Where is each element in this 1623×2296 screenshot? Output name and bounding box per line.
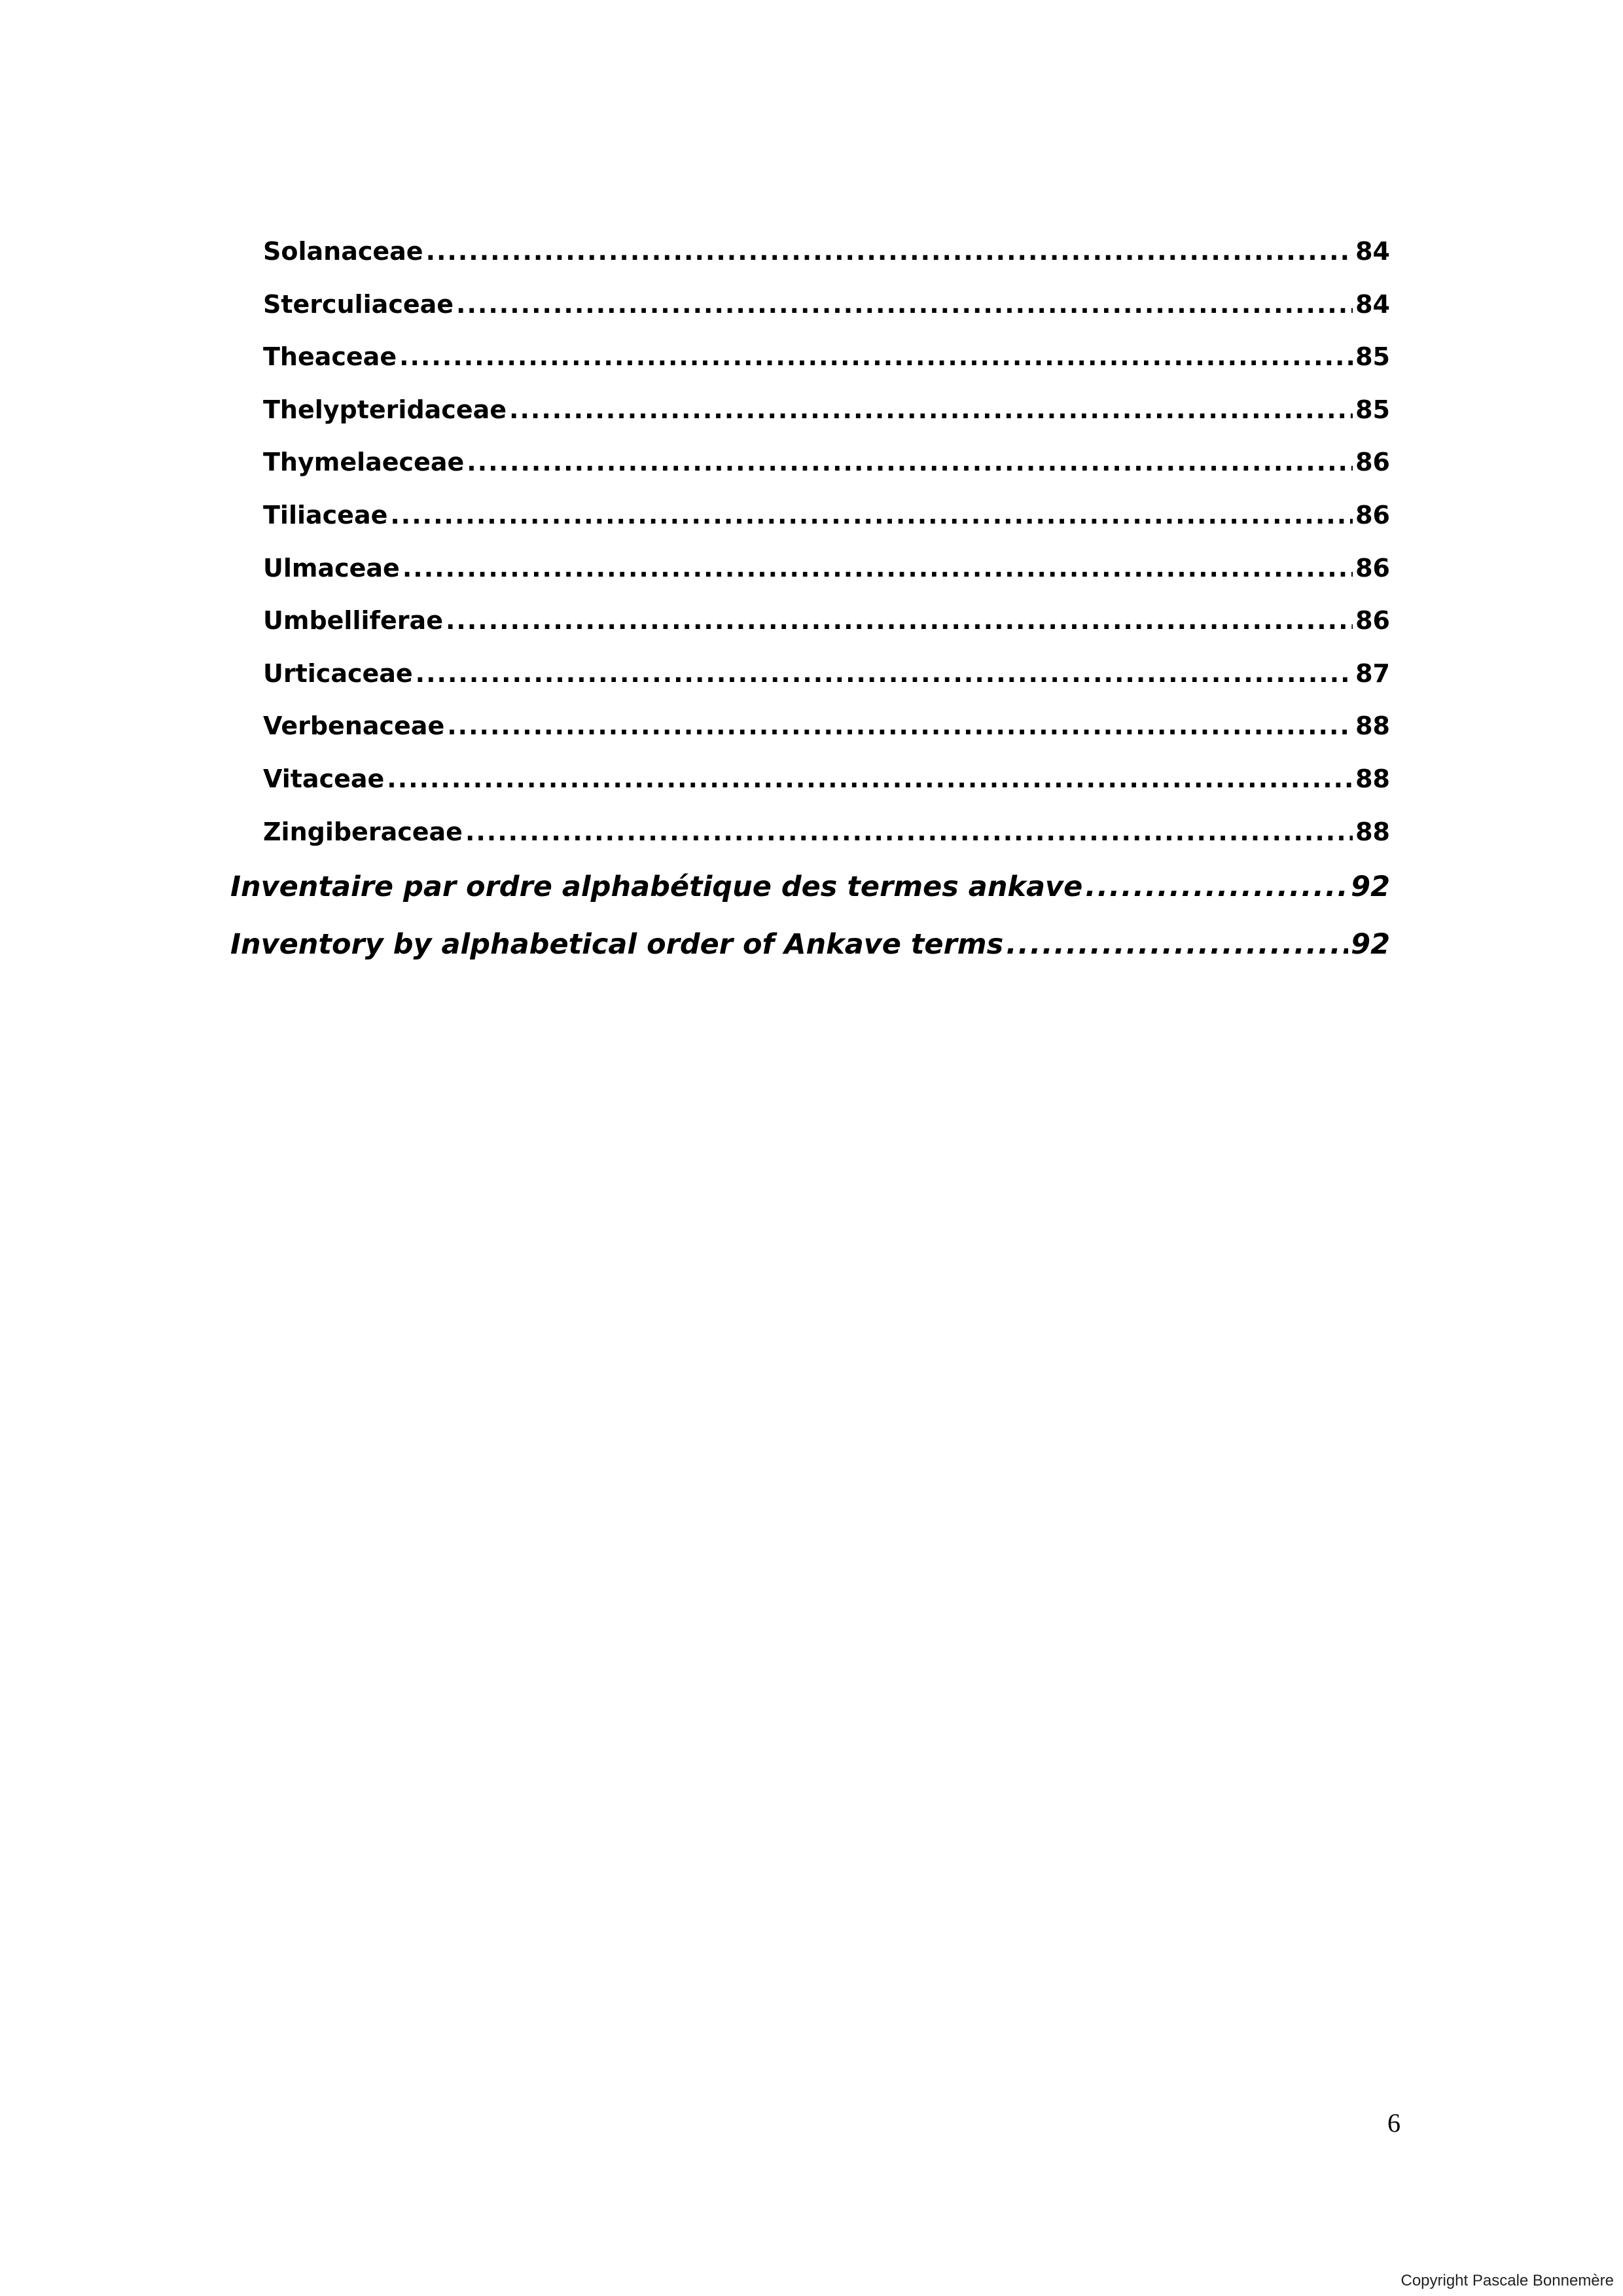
toc-entry-page: 86: [1355, 448, 1390, 477]
toc-entry-label: Thelypteridaceae: [263, 395, 507, 424]
toc-entry-page: 88: [1355, 711, 1390, 741]
toc-entry-label: Zingiberaceae: [263, 817, 463, 846]
toc-dot-leader: [447, 700, 1353, 753]
toc-dot-leader: [399, 331, 1353, 384]
toc-entry-label: Inventaire par ordre alphabétique des termes ankave: [230, 870, 1083, 904]
toc-entry-label: Inventory by alphabetical order of Ankave terms: [230, 928, 1004, 961]
copyright-notice: Copyright Pascale Bonnemère: [1400, 2272, 1614, 2289]
toc-entry-page: 87: [1355, 658, 1390, 688]
toc-entry-thymelaeceae[interactable]: [230, 436, 1390, 489]
toc-entry-solanaceae[interactable]: [230, 225, 1390, 278]
toc-entry-tiliaceae[interactable]: [230, 489, 1390, 542]
page-number: 6: [1387, 2108, 1400, 2138]
toc-dot-leader: [426, 225, 1353, 278]
toc-entry-label: Tiliaceae: [263, 500, 388, 529]
table-of-contents: [230, 225, 1390, 973]
toc-entry-page: 88: [1355, 817, 1390, 846]
toc-dot-leader: [509, 384, 1353, 437]
toc-dot-leader: [467, 436, 1353, 489]
toc-entry-page: 84: [1355, 237, 1390, 266]
toc-entry-page: 84: [1355, 289, 1390, 319]
toc-entry-zingiberaceae[interactable]: [230, 806, 1390, 859]
toc-entry-umbelliferae[interactable]: [230, 594, 1390, 647]
toc-entry-label: Thymelaeceae: [263, 448, 465, 477]
toc-dot-leader: [387, 753, 1353, 806]
toc-dot-leader: [456, 278, 1353, 331]
toc-entry-label: Solanaceae: [263, 237, 423, 266]
toc-entry-page: 85: [1355, 342, 1390, 372]
toc-dot-leader: [416, 647, 1353, 700]
toc-entry-page: 92: [1351, 928, 1390, 961]
toc-entry-page: 88: [1355, 764, 1390, 793]
toc-dot-leader: [402, 542, 1353, 595]
toc-entry-vitaceae[interactable]: [230, 753, 1390, 806]
toc-entry-label: Vitaceae: [263, 764, 385, 793]
toc-entry-page: 86: [1355, 606, 1390, 636]
toc-entry-verbenaceae[interactable]: [230, 700, 1390, 753]
toc-entry-urticaceae[interactable]: [230, 647, 1390, 700]
toc-entry-inventaire[interactable]: [230, 858, 1390, 916]
toc-entry-page: 86: [1355, 553, 1390, 583]
toc-entry-label: Theaceae: [263, 342, 397, 372]
toc-dot-leader: [446, 594, 1353, 647]
toc-entry-inventory[interactable]: [230, 916, 1390, 973]
toc-dot-leader: [1085, 858, 1348, 916]
toc-entry-page: 85: [1355, 395, 1390, 424]
toc-entry-page: 92: [1351, 870, 1390, 904]
toc-dot-leader: [1006, 916, 1348, 973]
toc-dot-leader: [465, 806, 1353, 859]
toc-entry-ulmaceae[interactable]: [230, 542, 1390, 595]
toc-entry-label: Urticaceae: [263, 658, 413, 688]
toc-entry-label: Ulmaceae: [263, 553, 400, 583]
toc-entry-label: Umbelliferae: [263, 606, 443, 636]
toc-entry-label: Verbenaceae: [263, 711, 445, 741]
toc-entry-page: 86: [1355, 500, 1390, 529]
toc-entry-theaceae[interactable]: [230, 331, 1390, 384]
toc-entry-thelypteridaceae[interactable]: [230, 384, 1390, 437]
toc-entry-label: Sterculiaceae: [263, 289, 454, 319]
toc-entry-sterculiaceae[interactable]: [230, 278, 1390, 331]
toc-dot-leader: [390, 489, 1353, 542]
